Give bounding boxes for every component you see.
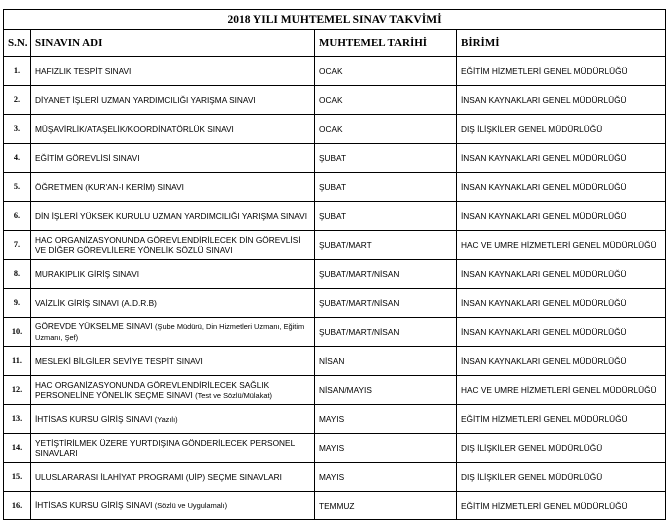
row-number: 4. <box>4 144 31 173</box>
exam-name-cell <box>31 434 315 463</box>
exam-name-cell <box>31 173 315 202</box>
table-row <box>4 202 666 231</box>
exam-name-cell <box>31 115 315 144</box>
header-unit: BİRİMİ <box>457 30 666 57</box>
exam-unit: HAC VE UMRE HİZMETLERİ GENEL MÜDÜRLÜĞÜ <box>457 376 666 405</box>
table-row <box>4 231 666 260</box>
exam-name-cell <box>31 405 315 434</box>
exam-name: MURAKIPLIK GİRİŞ SINAVI <box>35 269 140 279</box>
exam-date: TEMMUZ <box>315 492 457 520</box>
exam-unit: DIŞ İLİŞKİLER GENEL MÜDÜRLÜĞÜ <box>457 115 666 144</box>
exam-name: GÖREVDE YÜKSELME SINAVI <box>35 321 153 331</box>
table-row <box>4 86 666 115</box>
row-number: 5. <box>4 173 31 202</box>
exam-unit: İNSAN KAYNAKLARI GENEL MÜDÜRLÜĞÜ <box>457 173 666 202</box>
row-number: 7. <box>4 231 31 260</box>
header-sn: S.N. <box>4 30 31 57</box>
table-row <box>4 492 666 520</box>
row-number: 1. <box>4 57 31 86</box>
row-number: 3. <box>4 115 31 144</box>
table-row <box>4 405 666 434</box>
exam-unit: İNSAN KAYNAKLARI GENEL MÜDÜRLÜĞÜ <box>457 202 666 231</box>
exam-date: MAYIS <box>315 463 457 492</box>
row-number: 11. <box>4 347 31 376</box>
exam-date: ŞUBAT <box>315 202 457 231</box>
row-number: 9. <box>4 289 31 318</box>
exam-name: VAİZLİK GİRİŞ SINAVI (A.D.R.B) <box>35 298 157 308</box>
exam-schedule-table <box>3 9 666 520</box>
header-exam-name: SINAVIN ADI <box>31 30 315 57</box>
exam-date: NİSAN/MAYIS <box>315 376 457 405</box>
exam-name: ÖĞRETMEN (KUR'AN-I KERİM) SINAVI <box>35 182 184 192</box>
exam-name: İHTİSAS KURSU GİRİŞ SINAVI <box>35 413 153 424</box>
exam-date: ŞUBAT/MART/NİSAN <box>315 260 457 289</box>
row-number: 2. <box>4 86 31 115</box>
row-number: 13. <box>4 405 31 434</box>
exam-date: ŞUBAT <box>315 144 457 173</box>
exam-name: DİN İŞLERİ YÜKSEK KURULU UZMAN YARDIMCILIĞI YARIŞMA SINAVI <box>35 211 308 221</box>
exam-name: MÜŞAVİRLİK/ATAŞELİK/KOORDİNATÖRLÜK SINAVI <box>35 124 234 134</box>
exam-name-detail: (Yazılı) <box>154 414 178 424</box>
exam-unit: İNSAN KAYNAKLARI GENEL MÜDÜRLÜĞÜ <box>457 86 666 115</box>
exam-unit: DIŞ İLİŞKİLER GENEL MÜDÜRLÜĞÜ <box>457 463 666 492</box>
exam-unit: İNSAN KAYNAKLARI GENEL MÜDÜRLÜĞÜ <box>457 144 666 173</box>
row-number: 8. <box>4 260 31 289</box>
exam-date: MAYIS <box>315 405 457 434</box>
header-row <box>4 30 666 57</box>
table-row <box>4 434 666 463</box>
exam-name-cell <box>31 318 315 347</box>
exam-unit: İNSAN KAYNAKLARI GENEL MÜDÜRLÜĞÜ <box>457 289 666 318</box>
exam-name-cell <box>31 57 315 86</box>
row-number: 14. <box>4 434 31 463</box>
exam-unit: İNSAN KAYNAKLARI GENEL MÜDÜRLÜĞÜ <box>457 260 666 289</box>
exam-date: OCAK <box>315 86 457 115</box>
exam-name-cell <box>31 347 315 376</box>
exam-unit: İNSAN KAYNAKLARI GENEL MÜDÜRLÜĞÜ <box>457 318 666 347</box>
exam-date: ŞUBAT/MART/NİSAN <box>315 289 457 318</box>
exam-name: HAC ORGANİZASYONUNDA GÖREVLENDİRİLECEK SAĞLIK PERSONELİNE YÖNELİK SEÇME SINAVI <box>35 379 270 400</box>
table-row <box>4 289 666 318</box>
table-row <box>4 260 666 289</box>
table-row <box>4 144 666 173</box>
exam-unit: HAC VE UMRE HİZMETLERİ GENEL MÜDÜRLÜĞÜ <box>457 231 666 260</box>
exam-name: ULUSLARARASI İLAHİYAT PROGRAMI (UİP) SEÇME SINAVLARI <box>35 472 282 482</box>
exam-unit: DIŞ İLİŞKİLER GENEL MÜDÜRLÜĞÜ <box>457 434 666 463</box>
table-row <box>4 347 666 376</box>
exam-name: YETİŞTİRİLMEK ÜZERE YURTDIŞINA GÖNDERİLECEK PERSONEL SINAVLARI <box>35 438 295 458</box>
exam-name-cell <box>31 289 315 318</box>
exam-name: HAC ORGANİZASYONUNDA GÖREVLENDİRİLECEK DİN GÖREVLİSİ VE DİĞER GÖREVLİLERE YÖNELİK SÖZLÜ SINAVI <box>35 235 301 255</box>
row-number: 12. <box>4 376 31 405</box>
exam-name: MESLEKİ BİLGİLER SEVİYE TESPİT SINAVI <box>35 356 203 366</box>
exam-name-cell <box>31 376 315 405</box>
exam-name-cell <box>31 492 315 520</box>
header-date: MUHTEMEL TARİHİ <box>315 30 457 57</box>
table-row <box>4 463 666 492</box>
table-title: 2018 YILI MUHTEMEL SINAV TAKVİMİ <box>4 10 666 30</box>
table-row <box>4 115 666 144</box>
exam-date: ŞUBAT/MART/NİSAN <box>315 318 457 347</box>
exam-name-cell <box>31 260 315 289</box>
exam-name-detail: (Sözlü ve Uygulamalı) <box>154 501 228 510</box>
table-row <box>4 318 666 347</box>
exam-name: DİYANET İŞLERİ UZMAN YARDIMCILIĞI YARIŞMA SINAVI <box>35 95 256 105</box>
table-row <box>4 173 666 202</box>
table-body <box>4 57 666 520</box>
row-number: 15. <box>4 463 31 492</box>
exam-unit: İNSAN KAYNAKLARI GENEL MÜDÜRLÜĞÜ <box>457 347 666 376</box>
exam-name-detail: (Test ve Sözlü/Mülakat) <box>195 390 272 400</box>
row-number: 6. <box>4 202 31 231</box>
table-row <box>4 376 666 405</box>
row-number: 16. <box>4 492 31 520</box>
exam-date: MAYIS <box>315 434 457 463</box>
exam-name-cell <box>31 202 315 231</box>
exam-date: OCAK <box>315 57 457 86</box>
exam-date: OCAK <box>315 115 457 144</box>
exam-name-detail: (Şube Müdürü, Din Hizmetleri Uzmanı, Eğitim Uzmanı, Şef) <box>35 322 305 342</box>
exam-name-cell <box>31 463 315 492</box>
exam-name-cell <box>31 144 315 173</box>
exam-unit: EĞİTİM HİZMETLERİ GENEL MÜDÜRLÜĞÜ <box>457 492 666 520</box>
exam-unit: EĞİTİM HİZMETLERİ GENEL MÜDÜRLÜĞÜ <box>457 405 666 434</box>
exam-date: NİSAN <box>315 347 457 376</box>
exam-name-cell <box>31 231 315 260</box>
exam-name: HAFIZLIK TESPİT SINAVI <box>35 66 132 76</box>
exam-date: ŞUBAT <box>315 173 457 202</box>
exam-date: ŞUBAT/MART <box>315 231 457 260</box>
row-number: 10. <box>4 318 31 347</box>
exam-name-cell <box>31 86 315 115</box>
table-row <box>4 57 666 86</box>
exam-name: EĞİTİM GÖREVLİSİ SINAVI <box>35 153 140 163</box>
exam-name: İHTİSAS KURSU GİRİŞ SINAVI <box>35 500 153 510</box>
exam-unit: EĞİTİM HİZMETLERİ GENEL MÜDÜRLÜĞÜ <box>457 57 666 86</box>
